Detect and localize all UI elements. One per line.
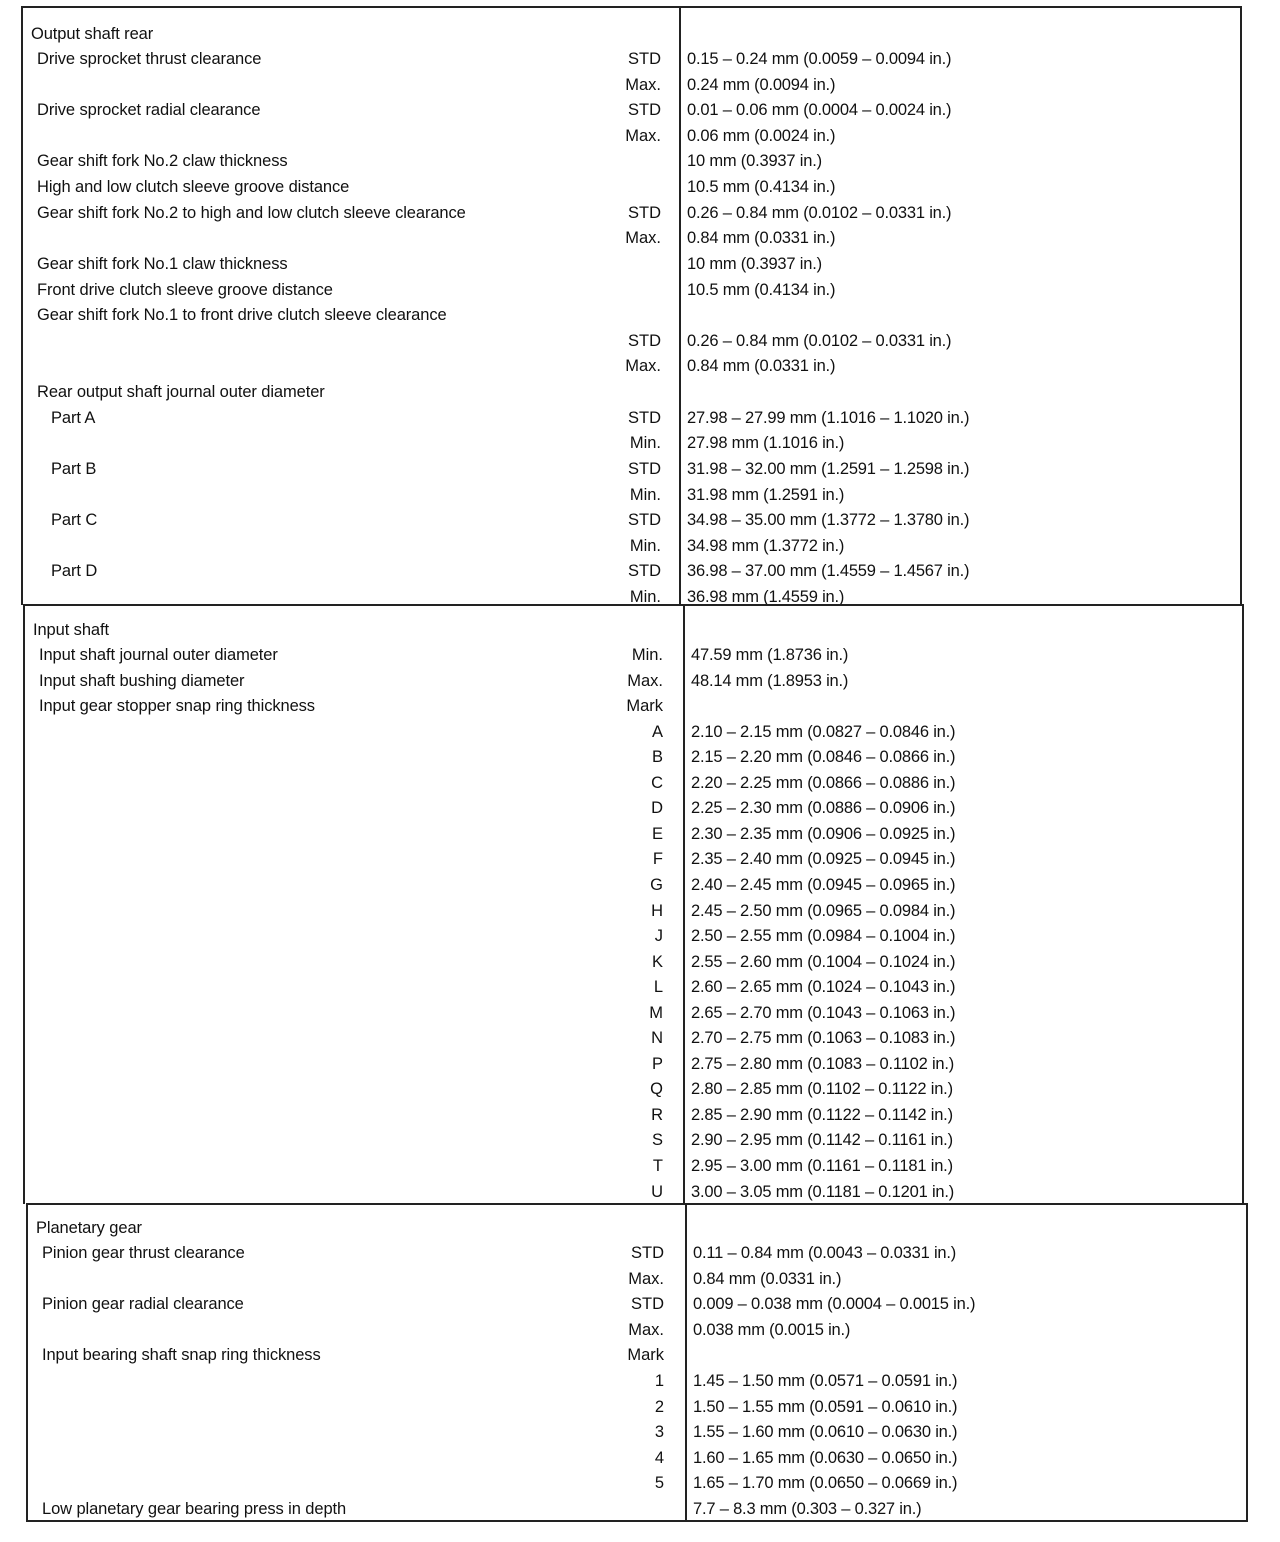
- spec-row: [23, 227, 1236, 249]
- spec-row: [25, 1155, 1238, 1177]
- spec-tag: STD: [628, 204, 661, 222]
- spec-tag: T: [652, 1157, 663, 1175]
- spec-row: [23, 381, 1236, 403]
- spec-value: 3.00 – 3.05 mm (0.1181 – 0.1201 in.): [691, 1183, 955, 1201]
- spec-label: Front drive clutch sleeve groove distance: [37, 281, 333, 299]
- spec-tag: Max.: [628, 1270, 664, 1288]
- section-title: Planetary gear: [36, 1219, 142, 1237]
- spec-tag: Max.: [625, 229, 661, 247]
- spec-row: [23, 484, 1236, 506]
- spec-row: [28, 1421, 1242, 1443]
- section-title: Input shaft: [33, 621, 109, 639]
- spec-value: 0.24 mm (0.0094 in.): [687, 76, 836, 94]
- spec-label: High and low clutch sleeve groove distance: [37, 178, 350, 196]
- spec-row: [25, 721, 1238, 743]
- spec-value: 0.01 – 0.06 mm (0.0004 – 0.0024 in.): [687, 101, 952, 119]
- spec-label: Gear shift fork No.2 to high and low clutch sleeve clearance: [37, 204, 466, 222]
- spec-row: [25, 1078, 1238, 1100]
- spec-tag: S: [651, 1131, 663, 1149]
- spec-value: 0.11 – 0.84 mm (0.0043 – 0.0331 in.): [693, 1244, 957, 1262]
- spec-label: Part C: [51, 511, 98, 529]
- spec-tag: STD: [628, 511, 661, 529]
- spec-row: [25, 976, 1238, 998]
- spec-value: 2.75 – 2.80 mm (0.1083 – 0.1102 in.): [691, 1055, 955, 1073]
- spec-value: 2.15 – 2.20 mm (0.0846 – 0.0866 in.): [691, 748, 956, 766]
- spec-row: [23, 355, 1236, 377]
- spec-value: 48.14 mm (1.8953 in.): [691, 672, 849, 690]
- spec-row: [23, 304, 1236, 326]
- spec-section: [21, 6, 1242, 605]
- spec-value: 0.009 – 0.038 mm (0.0004 – 0.0015 in.): [693, 1295, 976, 1313]
- spec-tag: Min.: [629, 588, 661, 606]
- spec-row: [25, 746, 1238, 768]
- spec-value: 34.98 mm (1.3772 in.): [687, 537, 845, 555]
- spec-row: [23, 202, 1236, 224]
- spec-tag: C: [651, 774, 663, 792]
- spec-value: 2.45 – 2.50 mm (0.0965 – 0.0984 in.): [691, 902, 956, 920]
- spec-label: Input shaft journal outer diameter: [39, 646, 278, 664]
- spec-row: [23, 125, 1236, 147]
- spec-row: [23, 176, 1236, 198]
- spec-tag: Min.: [629, 434, 661, 452]
- spec-value: 1.65 – 1.70 mm (0.0650 – 0.0669 in.): [693, 1474, 958, 1492]
- spec-value: 0.84 mm (0.0331 in.): [693, 1270, 842, 1288]
- spec-row: [23, 150, 1236, 172]
- spec-row: [23, 458, 1236, 480]
- spec-value: 36.98 – 37.00 mm (1.4559 – 1.4567 in.): [687, 562, 970, 580]
- spec-tag: P: [651, 1055, 663, 1073]
- spec-tag: STD: [628, 50, 661, 68]
- spec-row: [25, 670, 1238, 692]
- spec-tag: 5: [654, 1474, 664, 1492]
- spec-tag: Max.: [625, 127, 661, 145]
- spec-label: Gear shift fork No.2 claw thickness: [37, 152, 288, 170]
- spec-row: [23, 509, 1236, 531]
- spec-value: 2.30 – 2.35 mm (0.0906 – 0.0925 in.): [691, 825, 956, 843]
- spec-row: [28, 1344, 1242, 1366]
- spec-tag: F: [652, 850, 663, 868]
- spec-section: [26, 1203, 1248, 1522]
- spec-tag: N: [651, 1029, 663, 1047]
- spec-row: [28, 1396, 1242, 1418]
- spec-value: 10.5 mm (0.4134 in.): [687, 281, 836, 299]
- spec-row: [25, 900, 1238, 922]
- spec-row: [23, 560, 1236, 582]
- spec-row: [28, 1472, 1242, 1494]
- spec-value: 0.84 mm (0.0331 in.): [687, 357, 836, 375]
- spec-value: 2.85 – 2.90 mm (0.1122 – 0.1142 in.): [691, 1106, 953, 1124]
- spec-row: [23, 535, 1236, 557]
- spec-row: [23, 279, 1236, 301]
- spec-tag: Mark: [626, 697, 663, 715]
- spec-row: [25, 1181, 1238, 1203]
- spec-tag: STD: [628, 460, 661, 478]
- spec-tag: STD: [628, 332, 661, 350]
- spec-value: 31.98 mm (1.2591 in.): [687, 486, 845, 504]
- spec-row: [23, 99, 1236, 121]
- spec-tag: Max.: [625, 76, 661, 94]
- spec-label: Gear shift fork No.1 claw thickness: [37, 255, 288, 273]
- spec-label: Pinion gear thrust clearance: [42, 1244, 245, 1262]
- spec-row: [25, 1104, 1238, 1126]
- spec-tag: 2: [654, 1398, 664, 1416]
- spec-row: [25, 951, 1238, 973]
- spec-value: 47.59 mm (1.8736 in.): [691, 646, 849, 664]
- spec-tag: Max.: [625, 357, 661, 375]
- spec-value: 27.98 – 27.99 mm (1.1016 – 1.1020 in.): [687, 409, 970, 427]
- spec-value: 31.98 – 32.00 mm (1.2591 – 1.2598 in.): [687, 460, 970, 478]
- spec-tag: 4: [654, 1449, 664, 1467]
- spec-row: [25, 823, 1238, 845]
- spec-tag: STD: [628, 101, 661, 119]
- spec-row: [23, 407, 1236, 429]
- spec-tag: G: [650, 876, 663, 894]
- spec-value: 2.10 – 2.15 mm (0.0827 – 0.0846 in.): [691, 723, 956, 741]
- spec-row: [23, 48, 1236, 70]
- spec-row: [25, 1053, 1238, 1075]
- spec-tag: U: [651, 1183, 663, 1201]
- spec-value: 2.35 – 2.40 mm (0.0925 – 0.0945 in.): [691, 850, 956, 868]
- spec-tag: Min.: [631, 646, 663, 664]
- spec-value: 10 mm (0.3937 in.): [687, 152, 822, 170]
- spec-tag: STD: [628, 562, 661, 580]
- spec-tag: Min.: [629, 486, 661, 504]
- spec-tag: STD: [631, 1295, 664, 1313]
- spec-label: Rear output shaft journal outer diameter: [37, 383, 325, 401]
- spec-value: 0.84 mm (0.0331 in.): [687, 229, 836, 247]
- spec-tag: Min.: [629, 537, 661, 555]
- spec-label: Input shaft bushing diameter: [39, 672, 245, 690]
- spec-tag: STD: [631, 1244, 664, 1262]
- spec-tag: Q: [650, 1080, 663, 1098]
- spec-row: [25, 848, 1238, 870]
- spec-value: 2.95 – 3.00 mm (0.1161 – 0.1181 in.): [691, 1157, 953, 1175]
- spec-value: 7.7 – 8.3 mm (0.303 – 0.327 in.): [693, 1500, 922, 1518]
- spec-tag: Max.: [628, 1321, 664, 1339]
- spec-section: [23, 604, 1244, 1204]
- spec-value: 10 mm (0.3937 in.): [687, 255, 822, 273]
- spec-row: [23, 330, 1236, 352]
- spec-row: [23, 432, 1236, 454]
- spec-tag: D: [651, 799, 663, 817]
- spec-tag: R: [651, 1106, 663, 1124]
- spec-tag: Max.: [627, 672, 663, 690]
- spec-row: [28, 1370, 1242, 1392]
- spec-row: [25, 1002, 1238, 1024]
- spec-label: Pinion gear radial clearance: [42, 1295, 244, 1313]
- spec-row: [28, 1498, 1242, 1520]
- spec-label: Low planetary gear bearing press in depth: [42, 1500, 347, 1518]
- spec-row: [28, 1293, 1242, 1315]
- spec-tag: B: [651, 748, 663, 766]
- spec-tag: L: [653, 978, 663, 996]
- spec-tag: A: [651, 723, 663, 741]
- spec-row: [25, 1129, 1238, 1151]
- spec-row: [25, 1027, 1238, 1049]
- spec-tag: Mark: [627, 1346, 664, 1364]
- spec-label: Part A: [51, 409, 96, 427]
- spec-tag: E: [651, 825, 663, 843]
- spec-value: 27.98 mm (1.1016 in.): [687, 434, 845, 452]
- spec-value: 2.55 – 2.60 mm (0.1004 – 0.1024 in.): [691, 953, 956, 971]
- spec-row: [25, 797, 1238, 819]
- spec-value: 36.98 mm (1.4559 in.): [687, 588, 845, 606]
- spec-label: Drive sprocket thrust clearance: [37, 50, 262, 68]
- spec-row: [25, 695, 1238, 717]
- spec-value: 2.70 – 2.75 mm (0.1063 – 0.1083 in.): [691, 1029, 956, 1047]
- spec-value: 0.15 – 0.24 mm (0.0059 – 0.0094 in.): [687, 50, 952, 68]
- spec-row: [23, 74, 1236, 96]
- spec-row: [28, 1319, 1242, 1341]
- spec-value: 2.40 – 2.45 mm (0.0945 – 0.0965 in.): [691, 876, 956, 894]
- spec-value: 1.50 – 1.55 mm (0.0591 – 0.0610 in.): [693, 1398, 958, 1416]
- spec-value: 1.60 – 1.65 mm (0.0630 – 0.0650 in.): [693, 1449, 958, 1467]
- spec-value: 0.06 mm (0.0024 in.): [687, 127, 836, 145]
- spec-row: [25, 925, 1238, 947]
- spec-value: 2.90 – 2.95 mm (0.1142 – 0.1161 in.): [691, 1131, 953, 1149]
- spec-tag: H: [651, 902, 663, 920]
- spec-value: 0.26 – 0.84 mm (0.0102 – 0.0331 in.): [687, 332, 952, 350]
- spec-value: 34.98 – 35.00 mm (1.3772 – 1.3780 in.): [687, 511, 970, 529]
- spec-label: Part D: [51, 562, 98, 580]
- spec-value: 2.80 – 2.85 mm (0.1102 – 0.1122 in.): [691, 1080, 953, 1098]
- spec-tag: 3: [654, 1423, 664, 1441]
- spec-label: Part B: [51, 460, 97, 478]
- spec-value: 0.038 mm (0.0015 in.): [693, 1321, 851, 1339]
- spec-value: 2.25 – 2.30 mm (0.0886 – 0.0906 in.): [691, 799, 956, 817]
- spec-row: [23, 253, 1236, 275]
- spec-tag: M: [649, 1004, 663, 1022]
- spec-row: [28, 1242, 1242, 1264]
- spec-row: [25, 874, 1238, 896]
- spec-value: 2.60 – 2.65 mm (0.1024 – 0.1043 in.): [691, 978, 956, 996]
- spec-tag: 1: [654, 1372, 664, 1390]
- spec-value: 1.45 – 1.50 mm (0.0571 – 0.0591 in.): [693, 1372, 958, 1390]
- spec-row: [25, 644, 1238, 666]
- section-title: Output shaft rear: [31, 25, 154, 43]
- spec-value: 0.26 – 0.84 mm (0.0102 – 0.0331 in.): [687, 204, 952, 222]
- spec-value: 2.65 – 2.70 mm (0.1043 – 0.1063 in.): [691, 1004, 956, 1022]
- spec-label: Gear shift fork No.1 to front drive clutch sleeve clearance: [37, 306, 447, 324]
- spec-tag: STD: [628, 409, 661, 427]
- spec-label: Input bearing shaft snap ring thickness: [42, 1346, 321, 1364]
- spec-tag: K: [651, 953, 663, 971]
- spec-label: Input gear stopper snap ring thickness: [39, 697, 315, 715]
- spec-value: 10.5 mm (0.4134 in.): [687, 178, 836, 196]
- spec-value: 2.20 – 2.25 mm (0.0866 – 0.0886 in.): [691, 774, 956, 792]
- spec-tag: J: [654, 927, 663, 945]
- spec-value: 2.50 – 2.55 mm (0.0984 – 0.1004 in.): [691, 927, 956, 945]
- spec-label: Drive sprocket radial clearance: [37, 101, 261, 119]
- spec-row: [28, 1447, 1242, 1469]
- spec-row: [28, 1268, 1242, 1290]
- spec-value: 1.55 – 1.60 mm (0.0610 – 0.0630 in.): [693, 1423, 958, 1441]
- spec-row: [25, 772, 1238, 794]
